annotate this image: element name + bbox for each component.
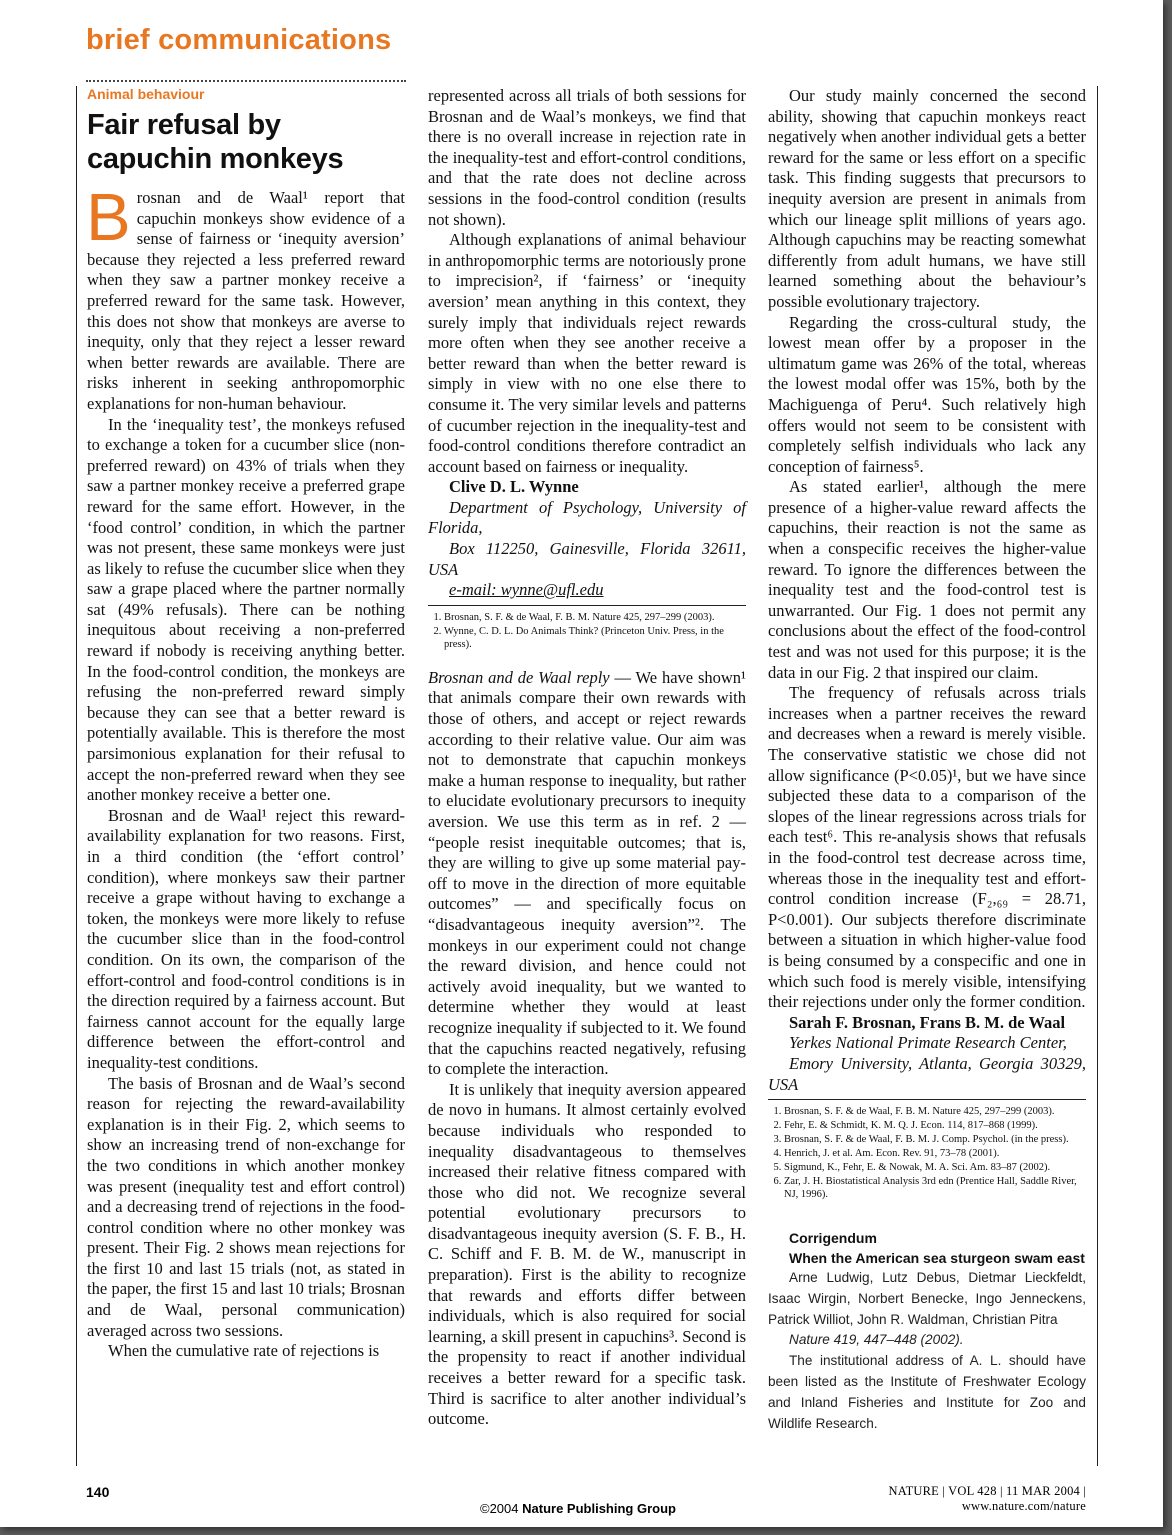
affiliation: Yerkes National Primate Research Center, — [789, 1033, 1067, 1053]
paragraph: Brosnan and de Waal¹ report that capuchin monkeys show evidence of a sense of fairness or ‘inequity aversion’ because they rejected a less preferred reward when they saw a partner monkey receive a preferred reward for the same task. However, this does not show that monkeys are averse to inequity, only that they reject a lesser reward when better rewards are available. There are risks inherent in seeking anthropomorphic explanations for non-human behaviour. — [86, 180, 405, 413]
references — [428, 605, 746, 651]
reply-paragraph: Brosnan and de Waal reply — We have shown¹ that animals compare their own rewards with those of others, and accept or reject rewards according to their relative value. Our aim was not to demonstrate that capuchin monkeys make a human response to inequality, but rather to elucidate evolutionary precursors to inequity aversion. We use this term as in ref. 2 — “people resist inequitable outcomes; that is, they are willing to give up some material pay-off to move in the direction of more equitable outcomes” — and specifically focus on “disadvantageous inequity aversion”². The monkeys in our experiment could not change the reward division, and hence could not actively avoid inequality, but we wanted to determine whether they would at least recognize inequality if subjected to it. We found that the capuchins reacted negatively, refusing to complete the interaction. — [428, 667, 746, 1079]
reply-lead: Brosnan and de Waal reply — [428, 667, 610, 687]
corrigendum-citation: Nature 419, 447–448 (2002). — [789, 1332, 964, 1348]
reference-item: 1. Brosnan, S. F. & de Waal, F. B. M. Nature 425, 297–299 (2003). — [444, 611, 746, 624]
affiliation: Emory University, Atlanta, Georgia 30329, USA — [768, 1053, 1086, 1094]
paragraph: represented across all trials of both sessions for Brosnan and de Waal’s monkeys, we find that there is no overall increase in rejection rate in the inequality-test and effort-control conditions, and that the rate does not decline across sessions in the food-control condition (results not shown). — [428, 86, 746, 229]
paragraph: In the ‘inequality test’, the monkeys refused to exchange a token for a cucumber slice (non-preferred reward) on 43% of trials when they saw a partner monkey receive a preferred grape reward for the same effort. However, in the ‘food control’ condition, in which the partner was not present, these same monkeys were just as likely to refuse the cucumber slice when they saw a grape placed where the partner normally sat (49% refusals). There can be nothing inequitous about receiving a non-preferred reward if nobody is receiving anything better. In the food-control condition, the monkeys are refusing the non-preferred reward simply because they can see that a better reward is potentially available. This is therefore the most parsimonious explanation for their refusal to accept the non-preferred reward when they see another monkey receive a better one. — [87, 414, 405, 805]
paragraph: Brosnan and de Waal¹ reject this reward-availability explanation for two reasons. First, in a third condition (the ‘effort control’ condition), where monkeys saw their partner receive a grape without having to exchange a token, the monkeys were more likely to refuse the cucumber slice than in the food-control condition. On its own, the comparison of the effort-control and food-control conditions is in the direction required by a fairness account. But fairness cannot account for the equally large difference between the effort-control and inequality-test conditions. — [87, 805, 405, 1072]
reference-item: 4. Henrich, J. et al. Am. Econ. Rev. 91, 73–78 (2001). — [784, 1147, 1086, 1160]
corrigendum-title: When the American sea sturgeon swam east — [789, 1250, 1085, 1267]
left-rule — [76, 86, 77, 1466]
dropcap: B — [86, 180, 131, 255]
paragraph: Regarding the cross-cultural study, the lowest mean offer by a proposer in the ultimatum game was 26% of the total, whereas the lowest modal offer was 15%, both by the Machiguenga of Peru⁴. Such relatively high offers would not seem to be consistent with completely selfish individuals who lack any conception of fairness⁵. — [768, 312, 1086, 476]
headline: Fair refusal by capuchin monkeys — [87, 109, 344, 175]
column-2 — [428, 86, 746, 1430]
author-name: Clive D. L. Wynne — [449, 477, 579, 497]
dotted-divider — [86, 80, 406, 82]
corrigendum-label: Corrigendum — [789, 1230, 877, 1247]
section-title: brief communications — [86, 24, 392, 56]
paragraph: When the cumulative rate of rejections is — [108, 1341, 380, 1361]
paragraph: Although explanations of animal behaviour in anthropomorphic terms are notoriously prone to imprecision², if ‘fairness’ or ‘inequity aversion’ mean anything in this context, they surely imply that individuals reject rewards more often when they see another receive a better reward than when the better reward is simply in view with no one else there to consume it. The very similar levels and patterns of cucumber rejection in the inequality-test and food-control conditions therefore contradict an account based on fairness or inequality. — [428, 230, 746, 476]
reference-item: 2. Wynne, C. D. L. Do Animals Think? (Princeton Univ. Press, in the press). — [444, 625, 746, 651]
email-link[interactable]: e-mail: wynne@ufl.edu — [449, 580, 604, 600]
column-1 — [87, 86, 405, 1362]
reference-item: 3. Brosnan, S. F. & de Waal, F. B. M. J. Comp. Psychol. (in the press). — [784, 1133, 1086, 1146]
affiliation: Box 112250, Gainesville, Florida 32611, USA — [428, 539, 746, 579]
reference-item: 2. Fehr, E. & Schmidt, K. M. Q. J. Econ. 114, 817–868 (1999). — [784, 1119, 1086, 1132]
paragraph: Our study mainly concerned the second ability, showing that capuchin monkeys react negatively when another individual gets a better reward for the same or less effort on a specific task. This finding suggests that precursors to inequity aversion are present in animals from which our lineage split millions of years ago. Although capuchins may be reacting somewhat differently from adult humans, we have still learned something about the behaviour’s possible evolutionary trajectory. — [768, 86, 1086, 311]
corrigendum-text: The institutional address of A. L. should have been listed as the Institute of Freshwater Ecology and Inland Fisheries and Institute for Zoo and Wildlife Research. — [768, 1353, 1086, 1431]
journal-info: NATURE | VOL 428 | 11 MAR 2004 | www.nature.com/nature — [888, 1484, 1086, 1513]
affiliation: Department of Psychology, University of Florida, — [428, 497, 746, 538]
paragraph: As stated earlier¹, although the mere presence of a higher-value reward affects the capuchins, their reaction is not the same as when a conspecific receives the higher-value reward. To ignore the differences between the inequality test and the food-control test is unwarranted. Our Fig. 1 does not permit any conclusions about the effect of the food-control test and was not used for this purpose; it is the data in our Fig. 2 that inspired our claim. — [768, 477, 1086, 682]
page-number: 140 — [86, 1484, 110, 1500]
kicker: Animal behaviour — [87, 86, 205, 102]
paragraph: The frequency of refusals across trials increases when a partner receives the reward and decreases when a reward is merely visible. The conservative statistic we chose did not allow significance (P<0.05)¹, but we have since subjected these data to a comparison of the slopes of the linear regressions across trials for each test⁶. This re-analysis shows that refusals in the food-control test decrease across time, whereas those in the inequality test and effort-control condition increase (F₂,₆₉ = 28.71, P<0.001). Our subjects therefore discriminate between a situation in which higher-value food is being consumed by a conspecific and one in which such food is merely visible, intensifying their rejections under only the former condition. — [768, 683, 1086, 1012]
reference-item: 1. Brosnan, S. F. & de Waal, F. B. M. Nature 425, 297–299 (2003). — [784, 1105, 1086, 1118]
copyright-line: ©2004 Nature Publishing Group — [480, 1501, 676, 1516]
author-name: Sarah F. Brosnan, Frans B. M. de Waal — [789, 1012, 1066, 1032]
reference-item: 5. Sigmund, K., Fehr, E. & Nowak, M. A. Sci. Am. 83–87 (2002). — [784, 1161, 1086, 1174]
references — [768, 1099, 1086, 1201]
reference-item: 6. Zar, J. H. Biostatistical Analysis 3rd edn (Prentice Hall, Saddle River, NJ, 1996). — [784, 1175, 1086, 1201]
column-3 — [768, 86, 1086, 1434]
paragraph: The basis of Brosnan and de Waal’s second reason for rejecting the reward-availability explanation is in their Fig. 2, which seems to show an increasing trend of non-exchange for the two conditions in which another monkey was present (inequality test and effort control) and a decreasing trend of rejections in the food-control condition where no other monkey was present. Their Fig. 2 shows mean rejections for the first 10 and last 15 trials (not, as stated in the paper, the first 15 and last 10 trials; Brosnan and de Waal, personal communication) averaged across two sessions. — [87, 1073, 405, 1340]
corrigendum-authors: Arne Ludwig, Lutz Debus, Dietmar Lieckfeldt, Isaac Wirgin, Norbert Benecke, Ingo Jenneckens, Patrick Williot, John R. Waldman, Christian Pitra — [768, 1270, 1086, 1327]
paragraph: It is unlikely that inequity aversion appeared de novo in humans. It almost certainly evolved because individuals who responded to inequality disadvantageous to themselves increased their relative fitness compared with those who did not. We recognize several potential evolutionary precursors to disadvantageous inequity aversion (S. F. B., H. C. Schiff and F. B. M. de W., manuscript in preparation). First is the ability to recognize that rewards and efforts differ between individuals, which is also required for social learning, a skill present in capuchins³. Second is the propensity to react if another individual receives a better reward for a specific task. Third is sacrifice to alter another individual’s outcome. — [428, 1079, 746, 1429]
right-rule — [1097, 86, 1098, 1466]
